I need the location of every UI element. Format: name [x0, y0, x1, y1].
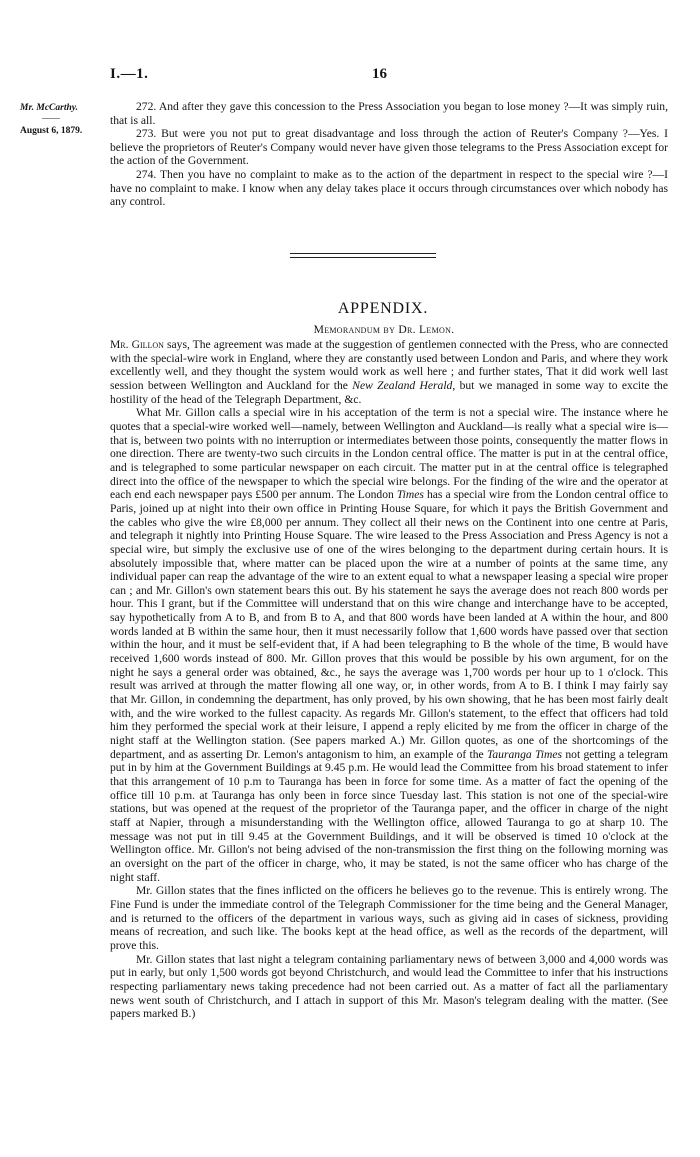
evidence-questions [110, 100, 668, 209]
margin-date: August 6, 1879. [20, 126, 83, 136]
appendix-title: APPENDIX. [337, 300, 429, 317]
memo-paragraph-4: Mr. Gillon states that last night a telegram containing parliamentary news of between 3,000 and 4,000 words was put in early, but only 1,500 words got beyond Christchurch, and would lead the Committee to infer that his instructions respecting parliamentary news taking precedence had not been carried out. As a matter of fact all the parliamentary news went south of Christchurch, and I attach in support of this Mr. Mason's telegram dealing with the matter. (See papers marked B.) [110, 952, 668, 1021]
question-273: 273. But were you not put to great disadvantage and loss through the action of Reuter's Company ?—Yes. I believe the proprietors of Reuter's Company would never have given those telegrams to the Press Association except for the action of the Government. [110, 127, 668, 168]
speaker-name: Mr. Gillon [110, 338, 164, 351]
section-divider [290, 253, 436, 258]
question-274: 274. Then you have no complaint to make as to the action of the department in respect to the special wire ?—I have no complaint to make. I know when any delay takes place it occurs through circumstances over which nobody has any control. [110, 167, 668, 209]
margin-notes [20, 102, 106, 138]
paper-reference: I.—1. [110, 66, 149, 82]
memo-paragraph-2-text-c: not getting a telegram put in by him at the Government Buildings at 9.45 p.m. He would lead the Committee from his broad statement to infer that this arrangement of 10 p.m to Tauranga has been in force for some time. As a matter of fact the opening of the office till 10 p.m. at Tauranga has only been in force since Tuesday last. This station is not one of the special-wire stations, but was opened at the request of the proprietor of the Tauranga paper, and the officer in charge of the night staff at Napier, through a misunderstanding with the Wellington office, allowed Tauranga to go at sharp 10. The message was not put in till 9.45 at the Government Buildings, and it will be observed is timed 10 o'clock at the Wellington office. Mr. Gillon's not being advised of the non-transmission the first thing on the following morning was an oversight on the part of the officer in charge, who, it may be stated, is not the same officer who has charge of the night staff. [110, 747, 668, 884]
memorandum-title: Memorandum by Dr. Lemon. [313, 323, 455, 336]
margin-witness-name: Mr. McCarthy. [20, 103, 78, 113]
page-header [0, 66, 700, 86]
memo-paragraph-1-text-a: says, The agreement was made at the suggestion of gentlemen connected with the Press, who are connected with the special-wire work in England, where they are constantly used between London and Paris, and where they work excellently well, and they thought the system would work as well here ; and further states, That it did work well last session between Wellington and Auckland for the [110, 338, 668, 392]
newspaper-name: Times [396, 488, 424, 502]
question-272: 272. And after they gave this concession to the Press Association you began to lose money ?—It was simply ruin, that is all. [110, 100, 668, 127]
memo-paragraph-2-text-b: has a special wire from the London central office to Paris, joined up at night into their own office in Printing House Square, for which it pays the British Government and the cables who give the wire £8,000 per annum. They collect all their news on the Continent into one centre at Paris, and telegraph it nightly into Printing House Square. The wire leased to the Press Association and Press Agency is not a special wire, but simply the exclusive use of one of the wires belonging to the department during certain hours. It is absolutely impossible that, where matter can be placed upon the wire at a number of points at the same time, any individual paper can reap the advantage of the wire to an extent equal to what a newspaper leasing a special wire proper can ; and Mr. Gillon's own statement bears this out. By his statement he says the average does not reach 800 words per hour. This I grant, but if the Committee will understand that on this wire change and interchange have to be accepted, say hypothetically from A to B, and from B to A, and that 800 words have been landed at A within the hour, and 800 words landed at B within the same hour, then it must necessarily follow that 1,600 words have passed over that section within the hour, and it must be self-evident that, if A had been telegraphing to B the whole of the time, B would have received 1,600 words instead of 800. Mr. Gillon proves that this would be possible by his own argument, for on the night he says a general order was obtained, &c., he says the average was 1,700 words per hour up to 1 o'clock. This result was arrived at through the matter flowing all one way, or, in other words, from A to B. I think I may fairly say that Mr. Gillon, in condemning the department, has only proved, by his own showing, that he has been most fairly dealt with, and the wire worked to the fullest capacity. As regards Mr. Gillon's statement, to the effect that officers had told him they performed the special work at their leisure, I append a reply elicited by me from the officer in charge of the night staff at the Wellington station. (See papers marked A.) Mr. Gillon quotes, as one of the shortcomings of the department, and as asserting Dr. Lemon's antagonism to him, an example of the [110, 488, 668, 761]
memo-paragraph-1-text-b: , but we managed in some way to excite the hostility of the head of the Telegraph Department, &c. [110, 378, 668, 406]
page-number: 16 [372, 66, 387, 82]
memo-paragraph-2 [110, 406, 668, 884]
memo-paragraph-2-text-a: What Mr. Gillon calls a special wire in his acceptation of the term is not a special wire. The instance where he quotes that a special-wire worked well—namely, between Wellington and Auckland—is really what a special wire is—that is, between two points with no interruption or intermediates between those points, consequently the matter flows in one direction. There are twenty-two such circuits in the London central office. The matter is put in at the central office, and is telegraphed to some particular newspaper on each circuit. The matter put in at the central office is telegraphed direct into the office of the newspaper to which the special wire belongs. For the finding of the wire and the operator at each end each newspaper pays £500 per annum. The London [110, 406, 668, 502]
memo-paragraph-3: Mr. Gillon states that the fines inflicted on the officers he believes go to the revenue. This is entirely wrong. The Fine Fund is under the immediate control of the Telegraph Commissioner for the time being and the General Manager, and is returned to the officers of the department in various ways, such as giving aid in cases of sickness, providing means of recreation, and such like. The books kept at the head office, as well as the records of the department, will prove this. [110, 884, 668, 952]
memo-paragraph-1 [110, 338, 668, 406]
margin-dash: —— [42, 114, 59, 124]
newspaper-name: Tauranga Times [487, 747, 563, 761]
memorandum-body [110, 338, 668, 1021]
newspaper-name: New Zealand Herald [352, 378, 453, 392]
